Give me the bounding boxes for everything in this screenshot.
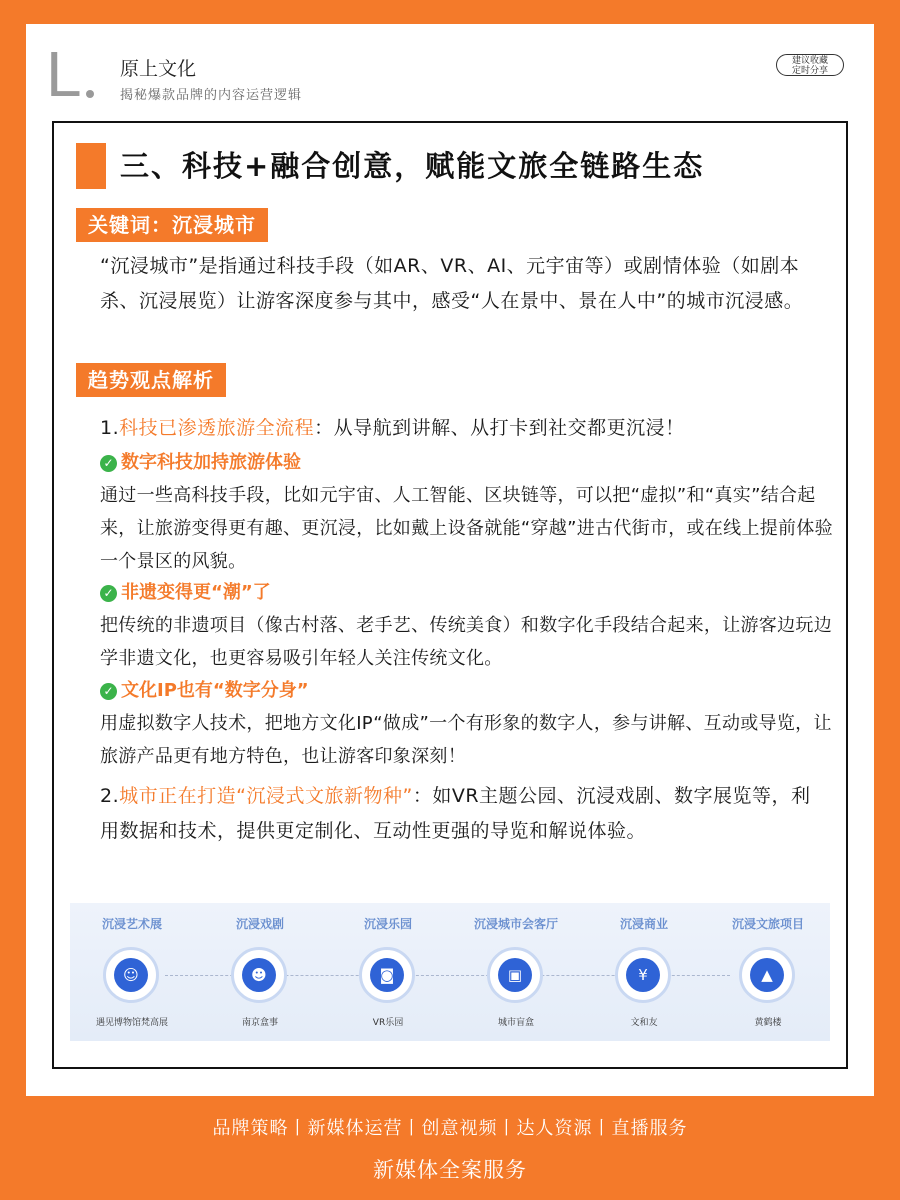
palette-icon: ☺ — [114, 958, 148, 992]
point-2-number: 2. — [100, 785, 120, 807]
strip-item-title: 沉浸商业 — [619, 917, 668, 931]
badge-line-2: 定时分享 — [791, 66, 828, 76]
strip-item-title: 沉浸乐园 — [363, 917, 412, 931]
point-1-number: 1. — [100, 417, 120, 439]
building-icon: ▣ — [498, 958, 532, 992]
strip-item-commerce — [584, 903, 704, 1041]
strip-item-caption: 文和友 — [630, 1018, 658, 1028]
strip-item-title: 沉浸艺术展 — [101, 917, 162, 931]
point-1-text: ：从导航到讲解、从打卡到社交都更沉浸！ — [314, 417, 685, 439]
point-2-highlight: 城市正在打造“沉浸式文旅新物种” — [119, 785, 413, 807]
keyword-tag: 关键词：沉浸城市 — [76, 208, 268, 242]
item-2-heading-text: 非遗变得更“潮”了 — [121, 582, 271, 603]
trend-tag: 趋势观点解析 — [76, 363, 226, 397]
brand-name: 原上文化 — [120, 58, 197, 80]
section-title: 三、科技+融合创意，赋能文旅全链路生态 — [120, 149, 705, 183]
footer-services: 品牌策略丨新媒体运营丨创意视频丨达人资源丨直播服务 — [212, 1118, 688, 1139]
item-1-body: 通过一些高科技手段，比如元宇宙、人工智能、区块链等，可以把“虚拟”和“真实”结合起来，让旅游变得更有趣、更沉浸，比如戴上设备就能“穿越”进古代街市，或在线上提前体验一个景区的风貌。 — [100, 485, 833, 572]
title-accent-bar — [76, 143, 106, 189]
check-circle-icon: ✓ — [100, 683, 117, 700]
strip-item-caption: VR乐园 — [372, 1018, 404, 1028]
vr-headset-icon: ◙ — [370, 958, 404, 992]
strip-item-city-lounge — [456, 903, 576, 1041]
footer-main-text: 新媒体全案服务 — [373, 1158, 527, 1182]
yen-coin-icon: ¥ — [626, 958, 660, 992]
definition-paragraph: “沉浸城市”是指通过科技手段（如AR、VR、AI、元宇宙等）或剧情体验（如剧本杀、沉浸展览）让游客深度参与其中，感受“人在景中、景在人中”的城市沉浸感。 — [100, 255, 804, 312]
brand-tagline: 揭秘爆款品牌的内容运营逻辑 — [120, 88, 303, 103]
item-1-heading — [100, 449, 301, 477]
theater-mask-icon: ☻ — [242, 958, 276, 992]
item-3-body: 用虚拟数字人技术，把地方文化IP“做成”一个有形象的数字人，参与讲解、互动或导览，让旅游产品更有地方特色，也让游客印象深刻！ — [100, 713, 832, 767]
check-circle-icon: ✓ — [100, 585, 117, 602]
point-1-highlight: 科技已渗透旅游全流程 — [119, 417, 315, 439]
item-3-heading-text: 文化IP也有“数字分身” — [121, 680, 309, 701]
strip-item-caption: 城市盲盒 — [497, 1018, 534, 1028]
item-2-heading — [100, 579, 271, 607]
strip-item-caption: 遇见博物馆梵高展 — [95, 1018, 168, 1028]
point-2-text: ：如VR主题公园、沉浸戏剧、数字展览等，利用数据和技术，提供更定制化、互动性更强的导览和解说体验。 — [100, 785, 811, 842]
save-reminder-badge — [776, 54, 844, 76]
point-2 — [100, 779, 830, 849]
item-1-heading-text: 数字科技加持旅游体验 — [121, 452, 301, 473]
badge-line-1: 建议收藏 — [791, 56, 828, 66]
content-card — [26, 24, 874, 1096]
strip-item-title: 沉浸城市会客厅 — [473, 917, 558, 931]
landscape-icon: ▲ — [750, 958, 784, 992]
strip-item-tourism-project — [708, 903, 828, 1041]
strip-item-drama — [200, 903, 320, 1041]
strip-item-title: 沉浸文旅项目 — [731, 917, 804, 931]
brand-logo-letter: L — [46, 38, 82, 110]
point-1 — [100, 411, 830, 446]
brand-logo-dot — [86, 90, 94, 98]
immersive-types-strip — [70, 903, 830, 1041]
item-2-body: 把传统的非遗项目（像古村落、老手艺、传统美食）和数字化手段结合起来，让游客边玩边学非遗文化，也更容易吸引年轻人关注传统文化。 — [100, 615, 832, 669]
strip-item-caption: 黄鹤楼 — [754, 1018, 782, 1028]
item-3-heading — [100, 677, 309, 705]
strip-item-art-exhibition — [72, 903, 192, 1041]
strip-item-park — [328, 903, 448, 1041]
article-frame — [52, 121, 848, 1069]
strip-item-title: 沉浸戏剧 — [235, 917, 284, 931]
strip-item-caption: 南京盒事 — [241, 1018, 278, 1028]
check-circle-icon: ✓ — [100, 455, 117, 472]
